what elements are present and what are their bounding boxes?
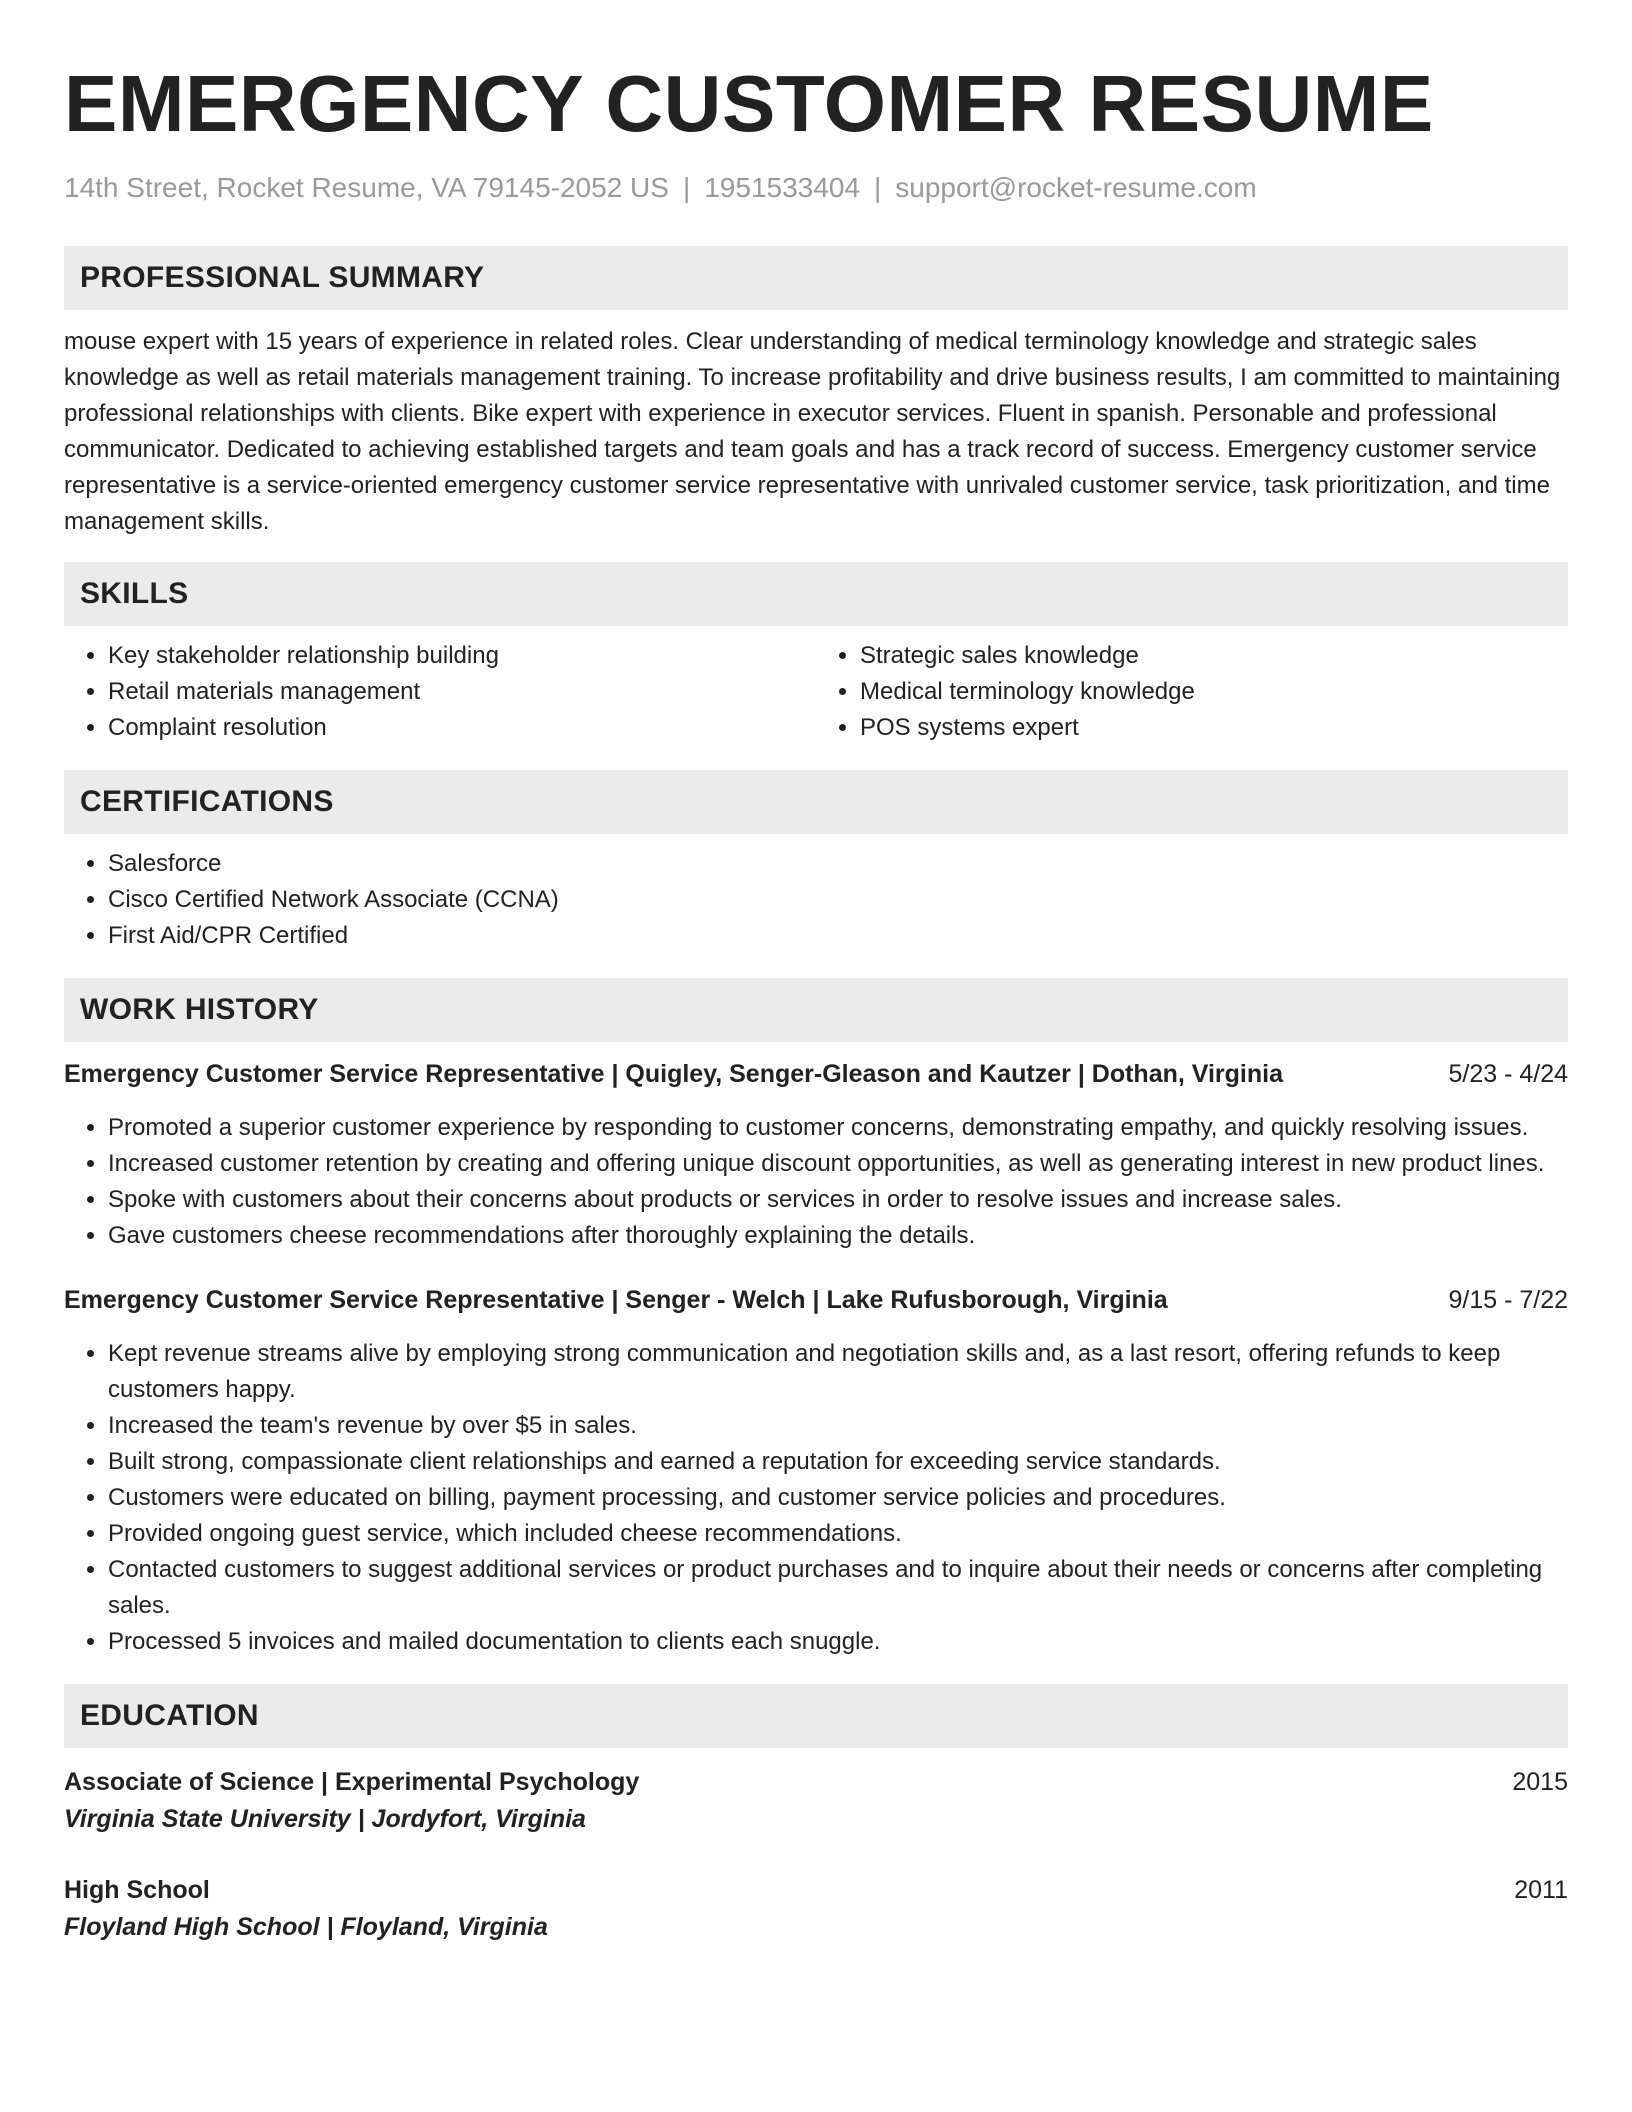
job-title-row — [64, 1056, 1568, 1092]
job-entry — [64, 1282, 1568, 1660]
skill-item: • POS systems expert — [860, 710, 1568, 746]
job-bullet: • Processed 5 invoices and mailed documentation to clients each snuggle. — [108, 1624, 1568, 1660]
skill-item: • Medical terminology knowledge — [860, 674, 1568, 710]
section-header-skills: SKILLS — [64, 562, 1568, 626]
contact-phone: 1951533404 — [704, 172, 860, 203]
job-dates: 5/23 - 4/24 — [1448, 1060, 1568, 1088]
education-entry — [64, 1872, 1568, 1946]
education-school: Virginia State University | Jordyfort, Virginia — [64, 1805, 586, 1833]
section-header-summary: PROFESSIONAL SUMMARY — [64, 246, 1568, 310]
section-header-education: EDUCATION — [64, 1684, 1568, 1748]
skills-grid — [64, 638, 1568, 746]
job-bullet: • Kept revenue streams alive by employing strong communication and negotiation skills and, as a last resort, offering refunds to keep customers happy. — [108, 1336, 1568, 1408]
education-school: Floyland High School | Floyland, Virginia — [64, 1913, 548, 1941]
section-header-work-history: WORK HISTORY — [64, 978, 1568, 1042]
job-bullet: • Contacted customers to suggest additional services or product purchases and to inquire about their needs or concerns after completing sales. — [108, 1552, 1568, 1624]
education-row — [64, 1872, 1568, 1908]
education-row — [64, 1764, 1568, 1800]
skill-item: • Complaint resolution — [108, 710, 816, 746]
skill-item: • Retail materials management — [108, 674, 816, 710]
contact-line — [64, 168, 1568, 208]
job-bullet: • Increased customer retention by creating and offering unique discount opportunities, as well as generating interest in new product lines. — [108, 1146, 1568, 1182]
section-header-certifications: CERTIFICATIONS — [64, 770, 1568, 834]
job-entry — [64, 1056, 1568, 1254]
job-bullet: • Customers were educated on billing, payment processing, and customer service policies and procedures. — [108, 1480, 1568, 1516]
skills-list-left — [64, 638, 816, 746]
certification-item: • First Aid/CPR Certified — [108, 918, 1568, 954]
summary-text: mouse expert with 15 years of experience in related roles. Clear understanding of medical terminology knowledge and strategic sales knowledge as well as retail materials management training. To increase profitability and drive business results, I am committed to maintaining professional relationships with clients. Bike expert with experience in executor services. Fluent in spanish. Personable and professional communicator. Dedicated to achieving established targets and team goals and has a track record of success. Emergency customer service representative is a service-oriented emergency customer service representative with unrivaled customer service, task prioritization, and time management skills. — [64, 328, 1561, 535]
skill-item: • Key stakeholder relationship building — [108, 638, 816, 674]
job-title: Emergency Customer Service Representative | Senger - Welch | Lake Rufusborough, Virginia — [64, 1286, 1168, 1314]
education-degree: Associate of Science | Experimental Psychology — [64, 1768, 640, 1796]
certification-item: • Salesforce — [108, 846, 1568, 882]
contact-separator: | — [873, 172, 882, 203]
contact-separator: | — [682, 172, 691, 203]
education-entry — [64, 1764, 1568, 1838]
job-bullets — [64, 1336, 1568, 1660]
job-bullets — [64, 1110, 1568, 1254]
education-degree: High School — [64, 1876, 210, 1904]
job-bullet: • Promoted a superior customer experience by responding to customer concerns, demonstrating empathy, and quickly resolving issues. — [108, 1110, 1568, 1146]
certifications-list — [64, 846, 1568, 954]
job-dates: 9/15 - 7/22 — [1448, 1286, 1568, 1314]
job-bullet: • Spoke with customers about their concerns about products or services in order to resolve issues and increase sales. — [108, 1182, 1568, 1218]
job-bullet: • Gave customers cheese recommendations after thoroughly explaining the details. — [108, 1218, 1568, 1254]
job-bullet: • Increased the team's revenue by over $5 in sales. — [108, 1408, 1568, 1444]
contact-address: 14th Street, Rocket Resume, VA 79145-2052 US — [64, 172, 669, 203]
contact-email: support@rocket-resume.com — [895, 172, 1257, 203]
education-year: 2011 — [1514, 1876, 1568, 1904]
job-title: Emergency Customer Service Representative | Quigley, Senger-Gleason and Kautzer | Dothan, Virginia — [64, 1060, 1283, 1088]
education-year: 2015 — [1512, 1768, 1568, 1796]
resume-name: EMERGENCY CUSTOMER RESUME — [64, 59, 1434, 148]
skills-list-right — [816, 638, 1568, 746]
certification-item: • Cisco Certified Network Associate (CCNA) — [108, 882, 1568, 918]
skill-item: • Strategic sales knowledge — [860, 638, 1568, 674]
job-title-row — [64, 1282, 1568, 1318]
job-bullet: • Provided ongoing guest service, which included cheese recommendations. — [108, 1516, 1568, 1552]
job-bullet: • Built strong, compassionate client relationships and earned a reputation for exceeding service standards. — [108, 1444, 1568, 1480]
